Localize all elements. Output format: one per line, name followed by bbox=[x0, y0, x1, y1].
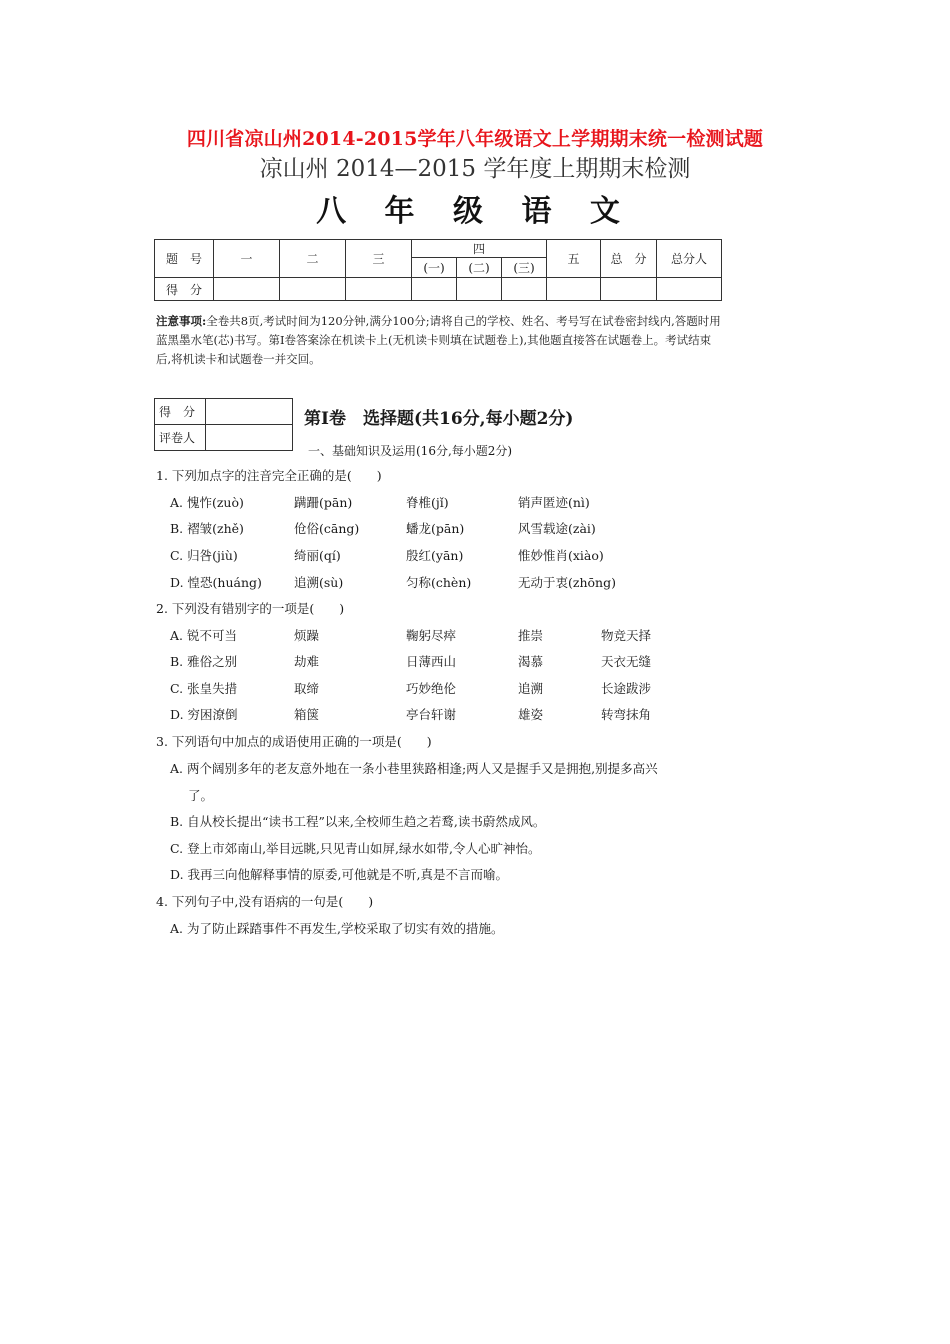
q1-option-b-4: 风雪载途(zài) bbox=[518, 521, 596, 536]
grader-table bbox=[154, 398, 293, 451]
notice-text: 全卷共8页,考试时间为120分钟,满分100分;请将自己的学校、姓名、考号写在试卷密封线内,答题时用蓝黑墨水笔(芯)书写。第Ⅰ卷答案涂在机读卡上(无机读卡则填在试题卷上),其他题直接答在试题卷上。考试结束后,将机读卡和试题卷一并交回。 bbox=[156, 314, 721, 366]
q1-option-b-3: 蟠龙(pān) bbox=[406, 521, 465, 536]
grader-name-cell bbox=[206, 425, 293, 451]
q2-option-d-3: 亭台轩谢 bbox=[406, 707, 457, 722]
score-cell bbox=[547, 278, 601, 301]
q3-stem: 3. 下列语句中加点的成语使用正确的一项是( ) bbox=[156, 734, 432, 749]
exam-notice bbox=[156, 312, 726, 369]
q1-option-d-1: D. 惶恐(huáng) bbox=[170, 575, 262, 590]
q1-option-c-3: 殷红(yān) bbox=[406, 548, 464, 563]
score-cell bbox=[346, 278, 412, 301]
q2-option-c-4: 追溯 bbox=[518, 681, 544, 696]
score-cell bbox=[412, 278, 457, 301]
q2-option-b-5: 天衣无缝 bbox=[601, 654, 652, 669]
score-cell bbox=[214, 278, 280, 301]
q3-option-b: B. 自从校长提出“读书工程”以来,全校师生趋之若鹜,读书蔚然成风。 bbox=[170, 814, 546, 829]
q2-option-c-5: 长途跋涉 bbox=[601, 681, 652, 696]
q3-option-a-cont: 了。 bbox=[188, 788, 214, 803]
q2-option-b-3: 日薄西山 bbox=[406, 654, 457, 669]
row-label-question-no: 题 号 bbox=[155, 240, 214, 278]
col-total: 总 分 bbox=[601, 240, 657, 278]
q1-stem: 1. 下列加点字的注音完全正确的是( ) bbox=[156, 468, 382, 483]
q1-option-a-2: 蹒跚(pān) bbox=[294, 495, 353, 510]
q2-option-c-1: C. 张皇失措 bbox=[170, 681, 238, 696]
score-cell bbox=[457, 278, 502, 301]
col-2: 二 bbox=[280, 240, 346, 278]
q2-option-a-5: 物竞天择 bbox=[601, 628, 652, 643]
q2-option-b-4: 渴慕 bbox=[518, 654, 544, 669]
q2-option-d-5: 转弯抹角 bbox=[601, 707, 652, 722]
q2-option-a-3: 鞠躬尽瘁 bbox=[406, 628, 457, 643]
q2-stem: 2. 下列没有错别字的一项是( ) bbox=[156, 601, 345, 616]
q2-option-b-1: B. 雅俗之别 bbox=[170, 654, 238, 669]
q4-option-a: A. 为了防止踩踏事件不再发生,学校采取了切实有效的措施。 bbox=[170, 921, 504, 936]
q2-option-d-4: 雄姿 bbox=[518, 707, 544, 722]
q3-option-c: C. 登上市郊南山,举目远眺,只见青山如屏,绿水如带,令人心旷神怡。 bbox=[170, 841, 541, 856]
q2-option-a-4: 推崇 bbox=[518, 628, 544, 643]
subject-title: 八 年 级 语 文 bbox=[316, 194, 634, 229]
q2-option-d-1: D. 穷困潦倒 bbox=[170, 707, 238, 722]
q1-option-d-4: 无动于衷(zhōng) bbox=[518, 575, 616, 590]
part-one-title: 第Ⅰ卷 选择题(共16分,每小题2分) bbox=[304, 409, 574, 429]
q1-option-a-4: 销声匿迹(nì) bbox=[518, 495, 590, 510]
section-one-title: 一、基础知识及运用(16分,每小题2分) bbox=[308, 444, 513, 458]
q1-option-d-3: 匀称(chèn) bbox=[406, 575, 472, 590]
exam-subtitle: 凉山州 2014—2015 学年度上期期末检测 bbox=[259, 156, 691, 182]
q2-option-c-3: 巧妙绝伦 bbox=[406, 681, 457, 696]
col-3: 三 bbox=[346, 240, 412, 278]
score-cell bbox=[280, 278, 346, 301]
score-cell bbox=[657, 278, 722, 301]
q1-option-b-2: 伧俗(cāng) bbox=[294, 521, 360, 536]
q2-option-c-2: 取缔 bbox=[294, 681, 320, 696]
score-cell bbox=[601, 278, 657, 301]
col-4: 四 bbox=[412, 240, 547, 258]
col-1: 一 bbox=[214, 240, 280, 278]
grader-score-label: 得 分 bbox=[155, 399, 206, 425]
col-4-sub-2: (二) bbox=[457, 258, 502, 278]
row-label-score: 得 分 bbox=[155, 278, 214, 301]
q1-option-a-1: A. 愧怍(zuò) bbox=[170, 495, 244, 510]
q4-stem: 4. 下列句子中,没有语病的一句是( ) bbox=[156, 894, 374, 909]
q2-option-a-1: A. 锐不可当 bbox=[170, 628, 237, 643]
grader-name-label: 评卷人 bbox=[155, 425, 206, 451]
col-4-sub-3: (三) bbox=[502, 258, 547, 278]
q1-option-a-3: 脊椎(jǐ) bbox=[406, 495, 449, 510]
document-title: 四川省凉山州2014-2015学年八年级语文上学期期末统一检测试题 bbox=[186, 128, 764, 150]
grader-score-cell bbox=[206, 399, 293, 425]
score-table bbox=[154, 239, 722, 301]
q3-option-d: D. 我再三向他解释事情的原委,可他就是不听,真是不言而喻。 bbox=[170, 867, 508, 882]
score-cell bbox=[502, 278, 547, 301]
q1-option-d-2: 追溯(sù) bbox=[294, 575, 344, 590]
col-scorer: 总分人 bbox=[657, 240, 722, 278]
q1-option-c-2: 绮丽(qí) bbox=[294, 548, 341, 563]
q3-option-a: A. 两个阔别多年的老友意外地在一条小巷里狭路相逢;两人又是握手又是拥抱,别提多高兴 bbox=[170, 761, 658, 776]
q1-option-b-1: B. 褶皱(zhě) bbox=[170, 521, 244, 536]
q2-option-b-2: 劫难 bbox=[294, 654, 320, 669]
q1-option-c-4: 惟妙惟肖(xiào) bbox=[518, 548, 604, 563]
q2-option-a-2: 烦躁 bbox=[294, 628, 320, 643]
col-5: 五 bbox=[547, 240, 601, 278]
q1-option-c-1: C. 归咎(jiù) bbox=[170, 548, 238, 563]
col-4-sub-1: (一) bbox=[412, 258, 457, 278]
q2-option-d-2: 箱箧 bbox=[294, 707, 320, 722]
notice-label: 注意事项: bbox=[156, 314, 207, 328]
